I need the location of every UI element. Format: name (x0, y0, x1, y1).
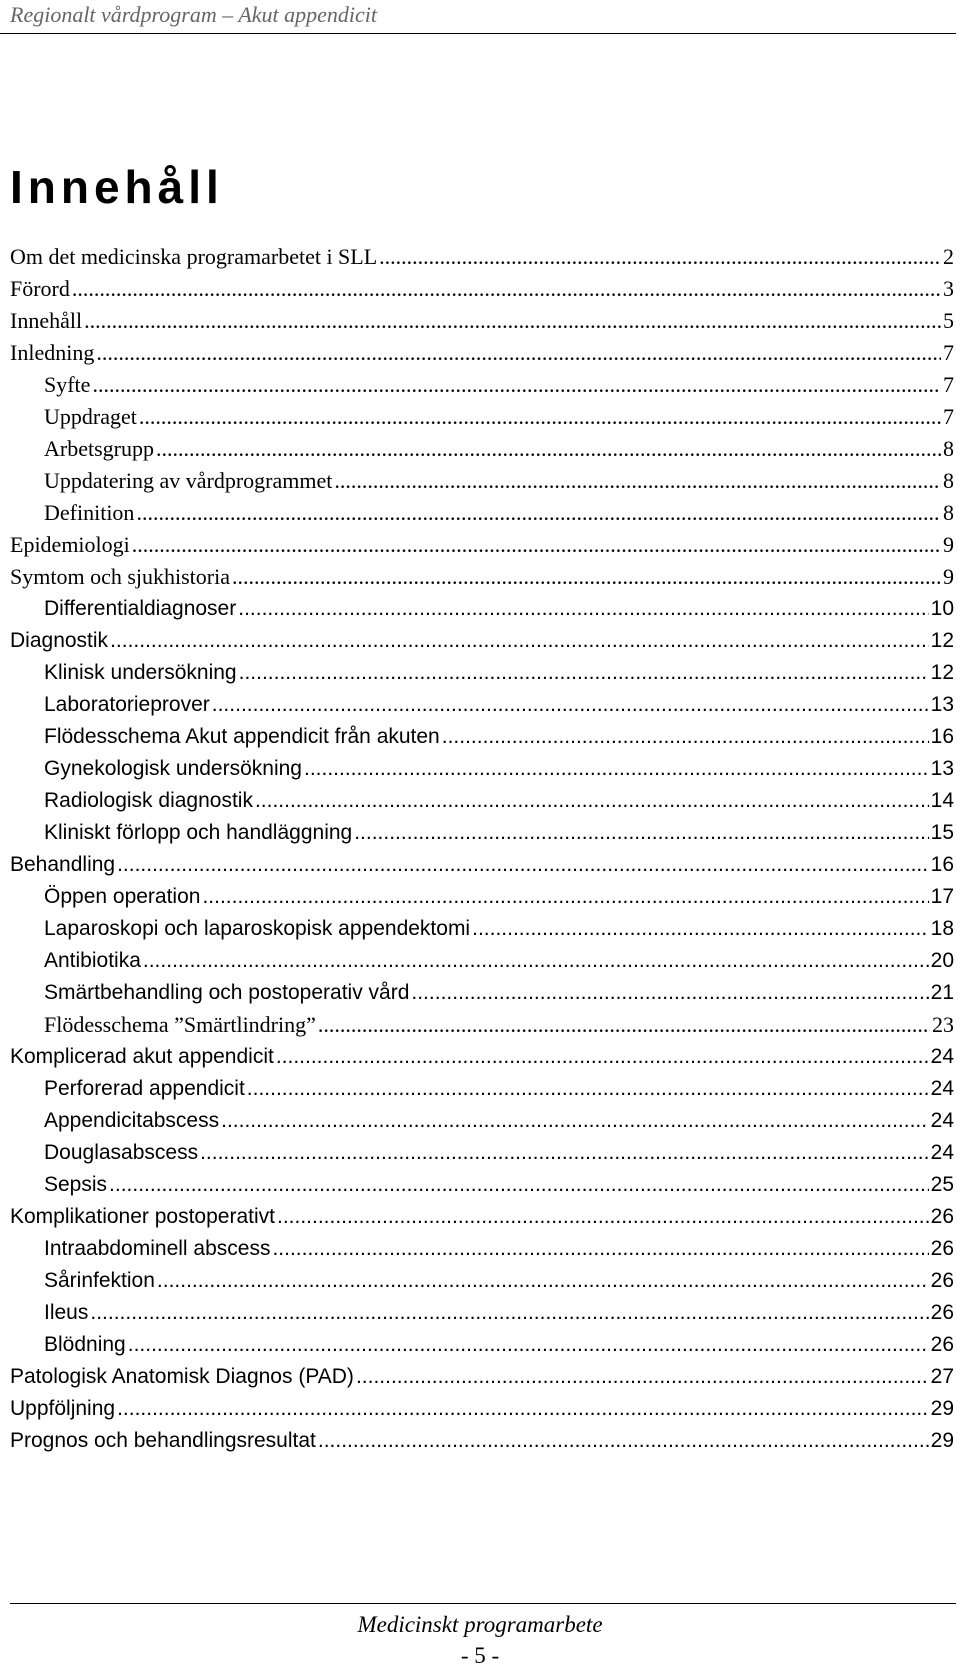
toc-entry[interactable] (10, 913, 954, 945)
toc-entry-label: Öppen operation (44, 885, 201, 908)
toc-dot-leader (143, 945, 929, 977)
toc-entry[interactable] (10, 945, 954, 977)
toc-dot-leader (334, 465, 941, 497)
page-header (0, 0, 956, 34)
toc-entry-page: 29 (930, 1397, 954, 1420)
toc-dot-leader (212, 689, 929, 721)
toc-dot-leader (92, 369, 941, 401)
toc-dot-leader (304, 753, 929, 785)
toc-dot-leader (136, 497, 941, 529)
toc-dot-leader (139, 401, 941, 433)
toc-entry[interactable] (10, 785, 954, 817)
toc-dot-leader (354, 817, 928, 849)
toc-entry-label: Sepsis (44, 1173, 108, 1196)
toc-entry-page: 5 (943, 308, 954, 333)
toc-entry-label: Innehåll (10, 308, 83, 333)
toc-dot-leader (232, 561, 941, 593)
toc-entry-page: 17 (930, 885, 954, 908)
page-title: Innehåll (10, 161, 224, 213)
toc-entry[interactable] (10, 817, 954, 849)
toc-entry[interactable] (10, 369, 954, 401)
table-of-contents (10, 241, 954, 1457)
toc-entry-label: Laparoskopi och laparoskopisk appendektomi (44, 917, 471, 940)
toc-entry-page: 26 (930, 1237, 954, 1260)
toc-entry-page: 26 (930, 1205, 954, 1228)
toc-entry[interactable] (10, 529, 954, 561)
toc-dot-leader (128, 1329, 929, 1361)
toc-entry-label: Ileus (44, 1301, 89, 1324)
toc-entry-label: Epidemiologi (10, 532, 130, 557)
toc-entry-label: Uppföljning (10, 1397, 116, 1420)
toc-entry-label: Smärtbehandling och postoperativ vård (44, 981, 410, 1004)
toc-dot-leader (276, 1041, 929, 1073)
toc-entry[interactable] (10, 1393, 954, 1425)
toc-dot-leader (255, 785, 929, 817)
page-number: - 5 - (460, 1643, 500, 1668)
footer-title: Medicinskt programarbete (357, 1612, 603, 1637)
toc-entry[interactable] (10, 1265, 954, 1297)
toc-entry[interactable] (10, 657, 954, 689)
toc-entry-page: 14 (930, 789, 954, 812)
toc-entry[interactable] (10, 1361, 954, 1393)
toc-dot-leader (221, 1105, 929, 1137)
toc-dot-leader (318, 1425, 929, 1457)
toc-entry[interactable] (10, 1425, 954, 1457)
toc-entry-label: Flödesschema Akut appendicit från akuten (44, 725, 440, 748)
toc-entry-page: 23 (932, 1012, 954, 1037)
footer-divider (10, 1603, 956, 1604)
toc-dot-leader (247, 1073, 929, 1105)
toc-entry[interactable] (10, 1041, 954, 1073)
toc-entry-label: Appendicitabscess (44, 1109, 220, 1132)
toc-entry-page: 29 (930, 1429, 954, 1452)
toc-entry[interactable] (10, 337, 954, 369)
toc-entry-page: 21 (930, 981, 954, 1004)
toc-entry-label: Behandling (10, 853, 116, 876)
toc-dot-leader (356, 1361, 929, 1393)
toc-dot-leader (379, 241, 941, 273)
toc-dot-leader (239, 657, 929, 689)
toc-entry-label: Uppdraget (44, 404, 137, 429)
toc-entry-label: Diagnostik (10, 629, 109, 652)
toc-entry-label: Perforerad appendicit (44, 1077, 245, 1100)
toc-entry-page: 24 (930, 1141, 954, 1164)
toc-entry-page: 26 (930, 1333, 954, 1356)
toc-entry[interactable] (10, 433, 954, 465)
toc-dot-leader (156, 433, 941, 465)
toc-dot-leader (72, 273, 941, 305)
toc-entry-label: Om det medicinska programarbetet i SLL (10, 244, 378, 269)
toc-dot-leader (202, 881, 928, 913)
toc-entry[interactable] (10, 1297, 954, 1329)
toc-entry-page: 7 (943, 340, 954, 365)
toc-entry-label: Symtom och sjukhistoria (10, 564, 230, 589)
toc-entry-label: Arbetsgrupp (44, 436, 154, 461)
toc-entry-label: Patologisk Anatomisk Diagnos (PAD) (10, 1365, 354, 1388)
toc-entry-page: 8 (943, 500, 954, 525)
toc-entry[interactable] (10, 1201, 954, 1233)
toc-entry-label: Sårinfektion (44, 1269, 155, 1292)
toc-entry-label: Blödning (44, 1333, 126, 1356)
toc-dot-leader (238, 593, 928, 625)
toc-entry-label: Klinisk undersökning (44, 661, 237, 684)
toc-entry-page: 27 (930, 1365, 954, 1388)
toc-entry[interactable] (10, 1169, 954, 1201)
toc-entry-page: 20 (930, 949, 954, 972)
toc-entry-page: 24 (930, 1077, 954, 1100)
toc-entry-label: Definition (44, 500, 135, 525)
toc-dot-leader (117, 849, 929, 881)
toc-entry-page: 13 (930, 757, 954, 780)
toc-entry[interactable] (10, 689, 954, 721)
toc-entry[interactable] (10, 1073, 954, 1105)
toc-entry-label: Inledning (10, 340, 95, 365)
toc-entry[interactable] (10, 593, 954, 625)
toc-entry[interactable] (10, 849, 954, 881)
toc-dot-leader (110, 625, 929, 657)
toc-entry-label: Förord (10, 276, 70, 301)
toc-entry[interactable] (10, 305, 954, 337)
toc-entry-page: 12 (930, 629, 954, 652)
toc-entry-label: Antibiotika (44, 949, 141, 972)
toc-entry[interactable] (10, 977, 954, 1009)
toc-dot-leader (472, 913, 929, 945)
header-title: Regionalt vårdprogram – Akut appendicit (10, 2, 378, 27)
toc-entry-page: 7 (943, 372, 954, 397)
toc-entry[interactable] (10, 497, 954, 529)
toc-entry[interactable] (10, 1329, 954, 1361)
toc-entry-label: Gynekologisk undersökning (44, 757, 302, 780)
toc-entry-label: Differentialdiagnoser (44, 597, 237, 620)
toc-entry-page: 24 (930, 1045, 954, 1068)
toc-dot-leader (109, 1169, 929, 1201)
toc-dot-leader (411, 977, 928, 1009)
toc-entry[interactable] (10, 273, 954, 305)
toc-entry-page: 10 (930, 597, 954, 620)
toc-dot-leader (90, 1297, 928, 1329)
toc-entry-label: Komplikationer postoperativt (10, 1205, 275, 1228)
toc-entry-page: 16 (930, 853, 954, 876)
toc-entry-page: 7 (943, 404, 954, 429)
toc-entry[interactable] (10, 753, 954, 785)
toc-entry-page: 24 (930, 1109, 954, 1132)
toc-entry-label: Douglasabscess (44, 1141, 199, 1164)
toc-entry[interactable] (10, 1009, 954, 1041)
toc-entry[interactable] (10, 625, 954, 657)
toc-dot-leader (84, 305, 941, 337)
toc-dot-leader (200, 1137, 929, 1169)
toc-entry-page: 3 (943, 276, 954, 301)
toc-entry-page: 8 (943, 436, 954, 461)
toc-entry-label: Radiologisk diagnostik (44, 789, 253, 812)
toc-dot-leader (157, 1265, 929, 1297)
toc-entry-page: 26 (930, 1301, 954, 1324)
toc-entry-page: 12 (930, 661, 954, 684)
toc-entry-label: Intraabdominell abscess (44, 1237, 271, 1260)
toc-entry-label: Syfte (44, 372, 91, 397)
toc-entry-page: 25 (930, 1173, 954, 1196)
toc-entry[interactable] (10, 1105, 954, 1137)
toc-dot-leader (132, 529, 941, 561)
toc-dot-leader (117, 1393, 929, 1425)
toc-entry-label: Komplicerad akut appendicit (10, 1045, 274, 1068)
toc-entry[interactable] (10, 401, 954, 433)
toc-entry-page: 15 (930, 821, 954, 844)
toc-dot-leader (318, 1009, 930, 1041)
toc-entry-label: Prognos och behandlingsresultat (10, 1429, 316, 1452)
toc-entry[interactable] (10, 465, 954, 497)
toc-entry-label: Kliniskt förlopp och handläggning (44, 821, 353, 844)
toc-entry[interactable] (10, 561, 954, 593)
toc-entry-page: 2 (943, 244, 954, 269)
toc-entry-page: 9 (943, 532, 954, 557)
toc-dot-leader (272, 1233, 928, 1265)
toc-entry[interactable] (10, 881, 954, 913)
toc-entry-label: Laboratorieprover (44, 693, 210, 716)
toc-entry-page: 18 (930, 917, 954, 940)
toc-entry[interactable] (10, 1233, 954, 1265)
toc-entry[interactable] (10, 721, 954, 753)
toc-entry[interactable] (10, 241, 954, 273)
toc-dot-leader (277, 1201, 929, 1233)
toc-entry[interactable] (10, 1137, 954, 1169)
toc-entry-label: Uppdatering av vårdprogrammet (44, 468, 333, 493)
toc-entry-label: Flödesschema ”Smärtlindring” (44, 1012, 316, 1037)
toc-entry-page: 13 (930, 693, 954, 716)
toc-entry-page: 26 (930, 1269, 954, 1292)
toc-dot-leader (442, 721, 929, 753)
toc-entry-page: 16 (930, 725, 954, 748)
toc-entry-page: 9 (943, 564, 954, 589)
toc-entry-page: 8 (943, 468, 954, 493)
toc-dot-leader (96, 337, 941, 369)
